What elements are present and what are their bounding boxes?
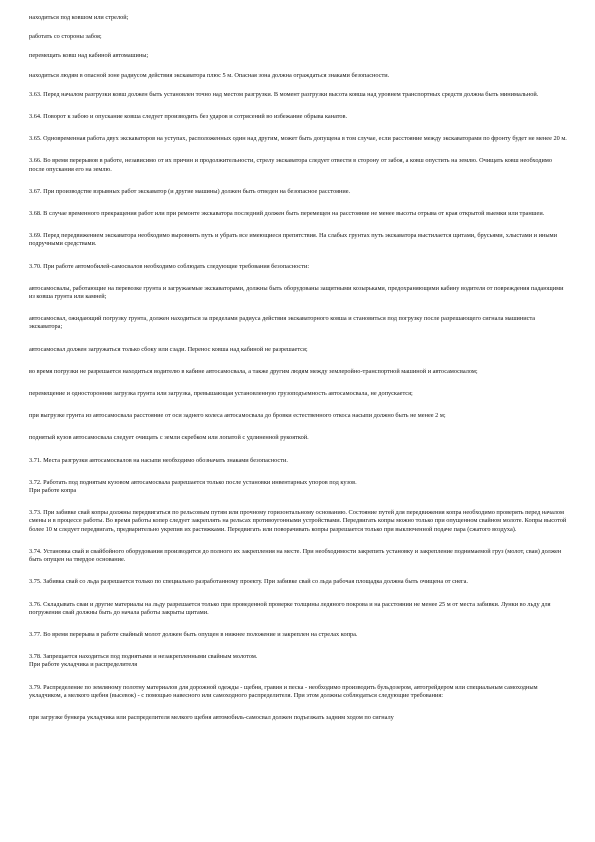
- list-item: автосамосвалы, работающие на перевозке грунта и загружаемые экскаваторами, должны быть оборудованы защитными козырьками, предохраняющими кабину водителя от повреждения падающими из ковша грунта или камней;: [29, 284, 564, 301]
- clause-3-75: 3.75. Забивка свай со льда разрешается только по специально разработанному проекту. При забивке свай со льда рабочая площадка должна быть очищена от снега.: [29, 578, 468, 586]
- list-item: находиться людям в опасной зоне радиусом действия экскаватора плюс 5 м. Опасная зона должна ограждаться знаками безопасности.: [29, 71, 390, 79]
- list-item: перемещать ковш над кабиной автомашины;: [29, 52, 149, 60]
- clause-3-63: 3.63. Перед началом разгрузки ковш должен быть установлен точно над местом разгрузки. В момент разгрузки высота ковша над уровнем транспортных средств должна быть минимальной.: [29, 90, 539, 98]
- clause-3-69: 3.69. Перед передвижением экскаватора необходимо выровнять путь и убрать все имеющиеся препятствия. На слабых грунтах путь экскаватора выстилается щитами, брусьями, хлыстами и иными подручными средствами.: [29, 232, 557, 248]
- clause-3-73: 3.73. При забивке свай копры должны передвигаться по рельсовым путям или прочному горизонтальному основанию. Состояние путей для передвижения копра необходимо проверять перед началом смены и в процессе работы. Во время работы копер следует закреплять на рельсах противоугонными устройствами. Передвигать копры можно только при опущенном свайном молоте. Копры высотой более 10 м следует передвигать, предварительно укрепив их растяжками. Передвигать или поворачивать копры разрешается только при выключенной подаче пара (сжатого воздуха).: [29, 509, 567, 533]
- clause-3-64: 3.64. Поворот к забою и опускание ковша следует производить без ударов и сотрясений во избежание обрыва канатов.: [29, 113, 348, 121]
- clause-3-67: 3.67. При производстве взрывных работ экскаватор (и другие машины) должен быть отведен на безопасное расстояние.: [29, 187, 351, 195]
- clause-3-72: 3.72. Работать под поднятым кузовом автосамосвала разрешается только после установки инвентарных упоров под кузов.: [29, 478, 357, 486]
- list-item: автосамосвал, ожидающий погрузку грунта, должен находиться за пределами радиуса действия экскаваторного ковша и становиться под погрузку после разрешающего сигнала машиниста экскаватора;: [29, 315, 536, 331]
- list-item: автосамосвал должен загружаться только сбоку или сзади. Перенос ковша над кабиной не разрешается;: [29, 345, 308, 353]
- clause-3-71: 3.71. Места разгрузки автосамосвалов на насыпи необходимо обозначать знаками безопасности.: [29, 456, 288, 464]
- list-item: находиться под ковшом или стрелой;: [29, 14, 129, 21]
- section-heading-pile-driver: При работе копра: [29, 487, 77, 495]
- list-item: поднятый кузов автосамосвала следует очищать с земли скребком или лопатой с удлиненной рукояткой.: [29, 434, 309, 442]
- clause-3-78: 3.78. Запрещается находиться под поднятыми и незакрепленными свайным молотом.: [29, 653, 258, 661]
- section-heading-spreader: При работе укладчика и распределителя: [29, 661, 138, 669]
- clause-3-79: 3.79. Распределение по земляному полотну материалов для дорожной одежды - щебня, гравия и песка - необходимо производить бульдозером, автогрейдером или специальным самоходным укладчиком, а мелкого щебня (высевок) - с помощью навесного или самоходного распределителя. При этом должны соблюдаться следующие требования:: [29, 683, 538, 699]
- clause-3-77: 3.77. Во время перерыва в работе свайный молот должен быть опущен в нижнее положение и закреплен на стрелах копра.: [29, 630, 358, 638]
- list-item: при загрузке бункера укладчика или распределителя мелкого щебня автомобиль-самосвал должен подъезжать задним ходом по сигналу: [29, 713, 394, 721]
- clause-3-68: 3.68. В случае временного прекращения работ или при ремонте экскаватора последний должен быть перемещен на расстояние не менее высоты отрыва от края открытой выемки или траншеи.: [29, 210, 545, 218]
- list-item: перемещение и односторонняя загрузка грунта или загрузка, превышающая установленную грузоподъемность автосамосвала, не допускается;: [29, 390, 413, 398]
- clause-3-65: 3.65. Одновременная работа двух экскаваторов на уступах, расположенных один над другим, может быть допущена в том случае, если расстояние между экскаваторами по фронту будет не менее 20 м.: [29, 135, 567, 143]
- clause-3-76: 3.76. Складывать сваи и другие материалы на льду разрешается только при проведенной проверке толщины ледяного покрова и на расстоянии не менее 25 м от места забивки. Лунки во льду для погружения свай должны быть до начала работы закрыты щитами.: [29, 600, 551, 616]
- list-item: работать со стороны забоя;: [29, 33, 102, 41]
- list-item: при выгрузке грунта из автосамосвала расстояние от оси заднего колеса автосамосвала до бровки естественного откоса насыпи должно быть не менее 2 м;: [29, 412, 446, 420]
- clause-3-70: 3.70. При работе автомобилей-самосвалов необходимо соблюдать следующие требования безопасности:: [29, 262, 310, 270]
- clause-3-74: 3.74. Установка свай и свайбойного оборудования производится до полного их закрепления на месте. При необходимости закрепить установку и закрепление поднимаемой груз (молот, сваи) должен быть опущен на твердое основание.: [29, 547, 562, 564]
- list-item: во время погрузки не разрешается находиться водителю в кабине автосамосвала, а также другим людям между землеройно-транспортной машиной и автосамосвалом;: [29, 367, 478, 375]
- clause-3-66: 3.66. Во время перерывов в работе, независимо от их причин и продолжительности, стрелу экскаватора следует отвести в сторону от забоя, а ковш опустить на землю. Очищать ковш необходимо после опускания его на землю.: [29, 157, 553, 173]
